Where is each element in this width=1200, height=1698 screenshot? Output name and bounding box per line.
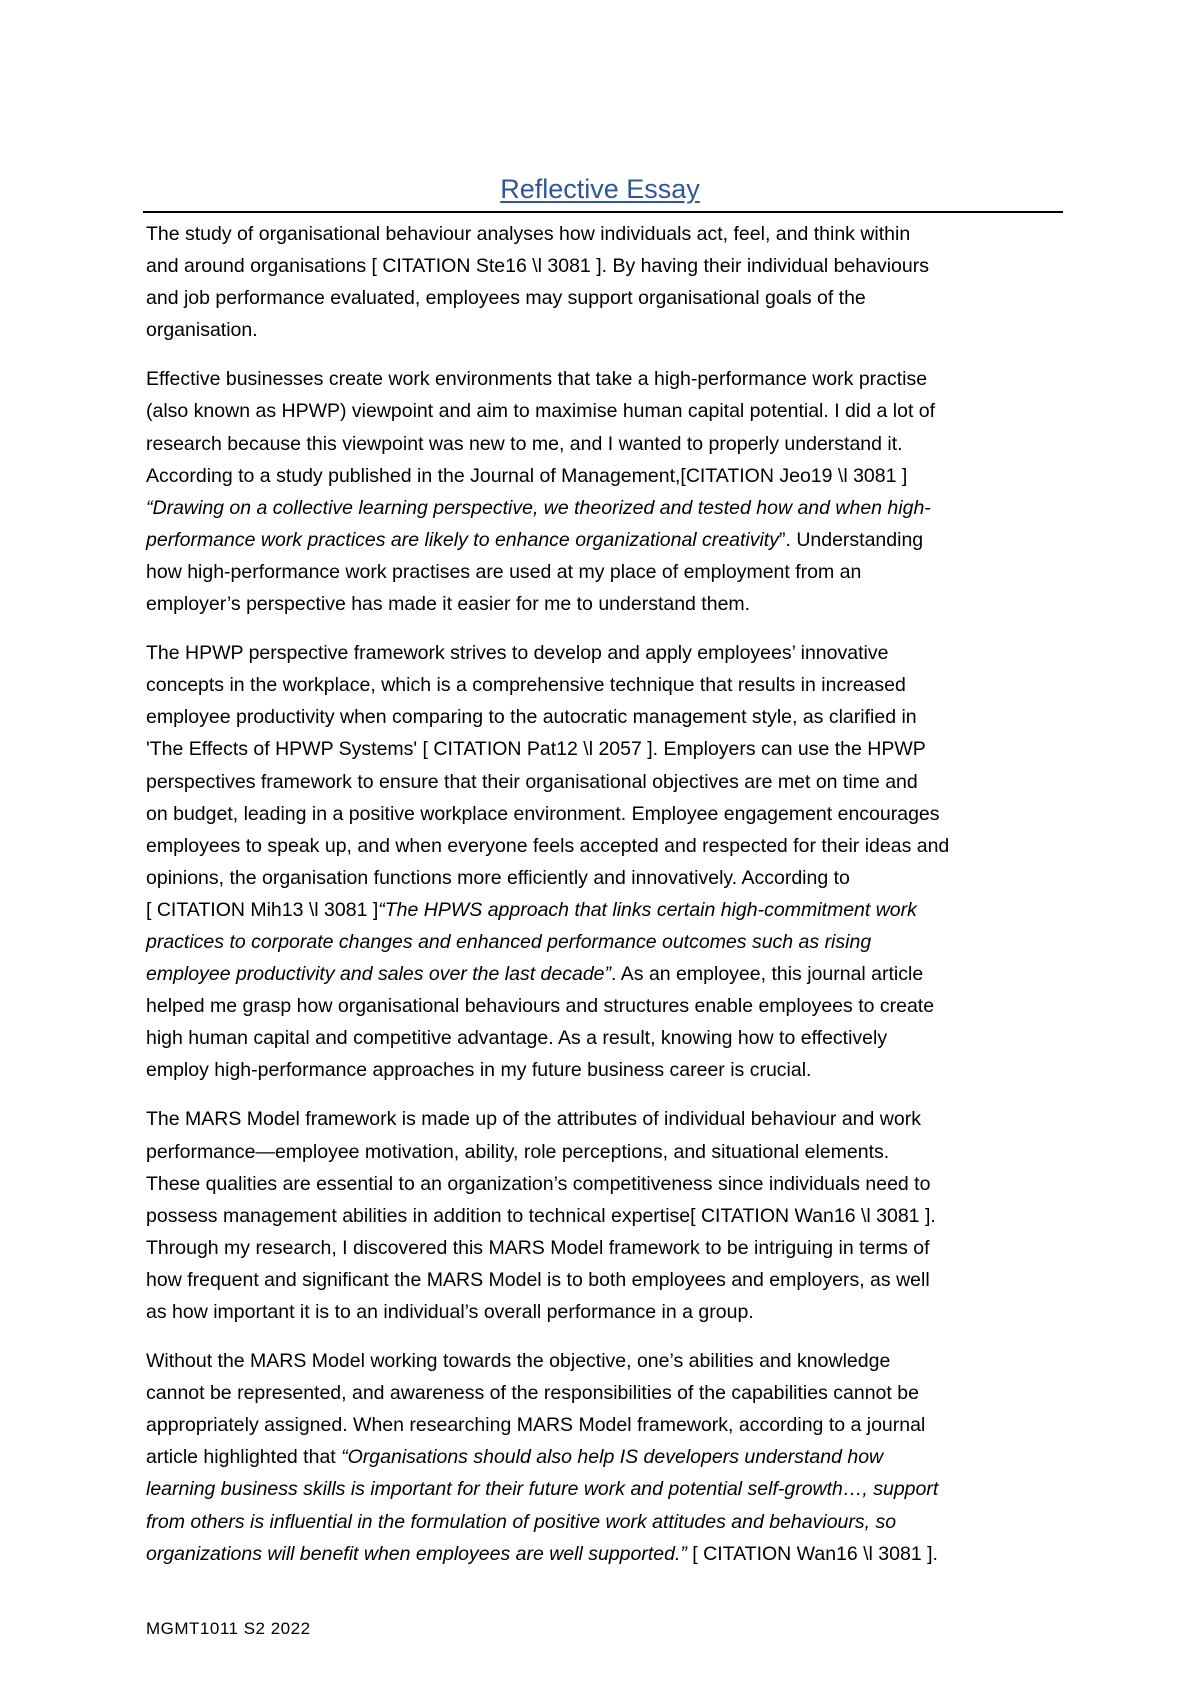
paragraph-5: [146, 1345, 1064, 1570]
essay-title: Reflective Essay: [500, 174, 700, 204]
text-line: [146, 314, 1064, 346]
text-line: [146, 1377, 1064, 1409]
text-line: [146, 1054, 1064, 1086]
text-line: [146, 1473, 1064, 1505]
body-text: The HPWP perspective framework strives to develop and apply employees’ innovative: [146, 642, 889, 665]
body-text: research because this viewpoint was new to me, and I wanted to properly understand it.: [146, 432, 903, 455]
essay-body: [146, 218, 1064, 1587]
text-line: [146, 282, 1064, 314]
body-text: The study of organisational behaviour analyses how individuals act, feel, and think within: [146, 223, 911, 245]
text-line: [146, 958, 1064, 990]
text-line: [146, 524, 1064, 556]
text-line: [146, 926, 1064, 958]
text-line: [146, 1441, 1064, 1473]
body-text: and around organisations [ CITATION Ste16 \l 3081 ]. By having their individual behaviours: [146, 255, 929, 278]
text-line: [146, 1506, 1064, 1538]
body-text: employee productivity when comparing to the autocratic management style, as clarified in: [146, 706, 917, 729]
text-line: [146, 428, 1064, 460]
body-text: article highlighted that: [146, 1446, 342, 1469]
body-text: Effective businesses create work environments that take a high-performance work practise: [146, 368, 928, 391]
body-text: (also known as HPWP) viewpoint and aim to maximise human capital potential. I did a lot of: [146, 400, 936, 423]
text-line: [146, 990, 1064, 1022]
body-text: [ CITATION Wan16 \l 3081 ].: [686, 1542, 938, 1565]
italic-quote-text: “Drawing on a collective learning perspective, we theorized and tested how and when high-: [146, 496, 931, 519]
text-line: [146, 701, 1064, 733]
body-text: cannot be represented, and awareness of the responsibilities of the capabilities cannot be: [146, 1382, 919, 1405]
text-line: [146, 460, 1064, 492]
text-line: [146, 1538, 1064, 1570]
text-line: [146, 218, 1064, 250]
body-text: According to a study published in the Journal of Management,[CITATION Jeo19 \l 3081 ]: [146, 464, 908, 487]
text-line: [146, 637, 1064, 669]
body-text: high human capital and competitive advantage. As a result, knowing how to effectively: [146, 1027, 888, 1050]
italic-quote-text: learning business skills is important for their future work and potential self-growth…, support: [146, 1478, 939, 1501]
body-text: helped me grasp how organisational behaviours and structures enable employees to create: [146, 995, 935, 1018]
italic-quote-text: “The HPWS approach that links certain high-commitment work: [378, 898, 917, 921]
text-line: [146, 1409, 1064, 1441]
italic-quote-text: “Organisations should also help IS developers understand how: [341, 1446, 884, 1469]
body-text: ”. Understanding: [778, 528, 924, 551]
body-text: performance—employee motivation, ability, role perceptions, and situational elements.: [146, 1140, 890, 1163]
body-text: perspectives framework to ensure that their organisational objectives are met on time and: [146, 770, 918, 793]
body-text: Through my research, I discovered this MARS Model framework to be intriguing in terms of: [146, 1236, 930, 1259]
paragraph-4: [146, 1103, 1064, 1328]
text-line: [146, 766, 1064, 798]
text-line: [146, 1136, 1064, 1168]
italic-quote-text: practices to corporate changes and enhanced performance outcomes such as rising: [146, 930, 872, 953]
italic-quote-text: organizations will benefit when employees are well supported.”: [146, 1542, 687, 1565]
text-line: [146, 1232, 1064, 1264]
title-divider: [143, 211, 1063, 213]
italic-quote-text: from others is influential in the formulation of positive work attitudes and behaviours, so: [146, 1510, 897, 1533]
body-text: appropriately assigned. When researching MARS Model framework, according to a journal: [146, 1414, 926, 1437]
text-line: [146, 1296, 1064, 1328]
text-line: [146, 1264, 1064, 1296]
body-text: employees to speak up, and when everyone feels accepted and respected for their ideas and: [146, 834, 950, 857]
body-text: how frequent and significant the MARS Model is to both employees and employers, as well: [146, 1268, 930, 1291]
paragraph-3: [146, 637, 1064, 1086]
text-line: [146, 894, 1064, 926]
body-text: on budget, leading in a positive workplace environment. Employee engagement encourages: [146, 802, 940, 825]
body-text: as how important it is to an individual’s overall performance in a group.: [146, 1301, 754, 1323]
text-line: [146, 1168, 1064, 1200]
body-text: [ CITATION Mih13 \l 3081 ]: [146, 898, 379, 921]
text-line: [146, 733, 1064, 765]
body-text: possess management abilities in addition to technical expertise[ CITATION Wan16 \l 3081 ].: [146, 1204, 936, 1227]
text-line: [146, 492, 1064, 524]
text-line: [146, 1022, 1064, 1054]
text-line: [146, 363, 1064, 395]
body-text: 'The Effects of HPWP Systems' [ CITATION Pat12 \l 2057 ]. Employers can use the HPWP: [146, 738, 926, 761]
page-footer: MGMT1011 S2 2022: [146, 1619, 311, 1638]
body-text: how high-performance work practises are used at my place of employment from an: [146, 560, 862, 583]
body-text: and job performance evaluated, employees may support organisational goals of the: [146, 287, 866, 310]
body-text: opinions, the organisation functions more efficiently and innovatively. According to: [146, 866, 850, 889]
text-line: [146, 1345, 1064, 1377]
text-line: [146, 798, 1064, 830]
body-text: employ high-performance approaches in my future business career is crucial.: [146, 1059, 812, 1082]
body-text: Without the MARS Model working towards the objective, one’s abilities and knowledge: [146, 1350, 891, 1373]
paragraph-1: [146, 218, 1064, 346]
body-text: organisation.: [146, 319, 258, 342]
text-line: [146, 556, 1064, 588]
body-text: The MARS Model framework is made up of the attributes of individual behaviour and work: [146, 1108, 921, 1131]
text-line: [146, 830, 1064, 862]
body-text: concepts in the workplace, which is a comprehensive technique that results in increased: [146, 674, 906, 697]
body-text: . As an employee, this journal article: [611, 963, 924, 986]
text-line: [146, 250, 1064, 282]
body-text: employer’s perspective has made it easier for me to understand them.: [146, 593, 751, 616]
paragraph-2: [146, 363, 1064, 620]
italic-quote-text: performance work practices are likely to enhance organizational creativity: [146, 528, 779, 551]
text-line: [146, 395, 1064, 427]
text-line: [146, 669, 1064, 701]
italic-quote-text: employee productivity and sales over the last decade”: [146, 963, 612, 986]
body-text: These qualities are essential to an organization’s competitiveness since individuals need to: [146, 1172, 931, 1195]
text-line: [146, 588, 1064, 620]
text-line: [146, 1200, 1064, 1232]
text-line: [146, 862, 1064, 894]
text-line: [146, 1103, 1064, 1135]
